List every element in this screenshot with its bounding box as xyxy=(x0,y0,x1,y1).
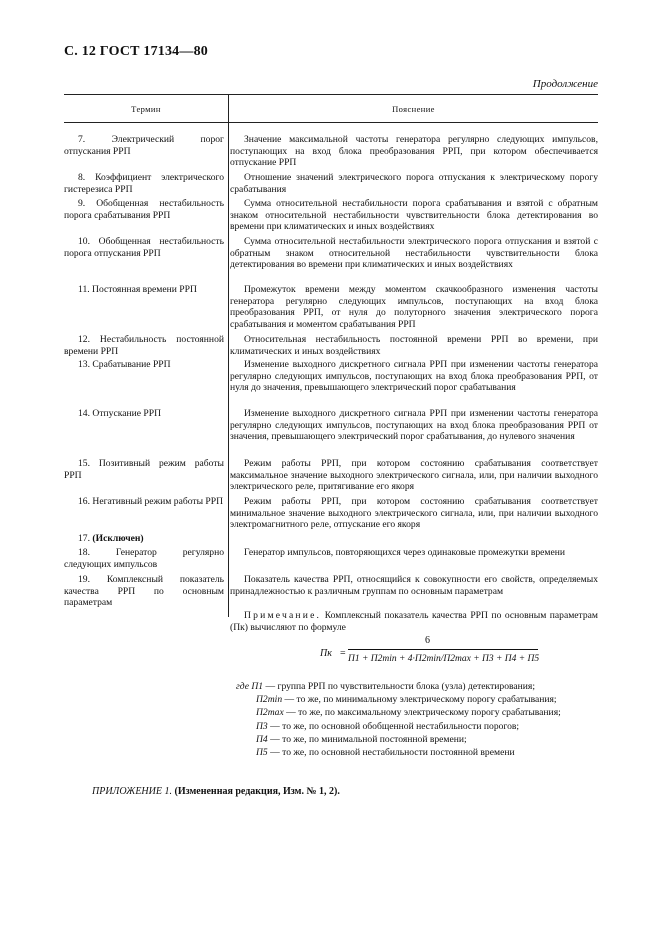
legend-item xyxy=(256,734,467,746)
term-cell: 11. Постоянная времени РРП xyxy=(78,284,197,295)
excluded-label: (Исключен) xyxy=(92,533,144,544)
legend-text: — то же, по основной нестабильности постоянной времени xyxy=(270,747,515,758)
legend-item xyxy=(236,681,535,693)
column-divider xyxy=(228,121,229,617)
formula xyxy=(320,636,600,674)
legend-text: — то же, по минимальной постоянной времени; xyxy=(270,734,467,745)
appendix-label: ПРИЛОЖЕНИЕ 1. xyxy=(92,786,172,797)
footer-note xyxy=(92,786,340,797)
legend-item xyxy=(256,747,515,759)
explanation-cell: Изменение выходного дискретного сигнала РРП при изменении частоты генератора регулярно следующих импульсов, поступающих на вход блока преобразования РРП, от нуля до значения, превышающего электрический порог срабатывания xyxy=(230,359,598,394)
legend-text: — группа РРП по чувствительности блока (узла) детектирования; xyxy=(265,681,536,692)
term-cell: 18. Генератор регулярно следующих импульсов xyxy=(64,547,224,570)
column-header-explanation: Пояснение xyxy=(392,104,435,114)
fraction-bar xyxy=(348,649,538,650)
term-cell: 9. Обобщенная нестабильность порога срабатывания РРП xyxy=(64,198,224,221)
legend-text: — то же, по максимальному электрическому порогу срабатывания; xyxy=(286,707,561,718)
term-cell: 7. Электрический порог отпускания РРП xyxy=(64,134,224,157)
note-label: Примечание. xyxy=(244,610,322,621)
explanation-cell: Промежуток времени между моментом скачкообразного изменения частоты генератора регулярно следующих импульсов, поступающих на вход блока преобразования РРП, от нуля до полуторного значения электрического порога срабатывания и моментом срабатывания РРП xyxy=(230,284,598,330)
explanation-cell: Показатель качества РРП, относящийся к совокупности его свойств, определяемых принадлежностью к различным группам по основным параметрам xyxy=(230,574,598,597)
note-text: Комплексный показатель качества РРП по основным параметрам (Пк) вычисляют по формуле xyxy=(230,610,598,633)
column-header-term: Термин xyxy=(131,104,161,114)
explanation-cell: Значение максимальной частоты генератора регулярно следующих импульсов, поступающих на вход блока преобразования РРП, при котором обеспечивается отпускание РРП xyxy=(230,134,598,169)
term-cell: 12. Нестабильность постоянной времени РРП xyxy=(64,334,224,357)
legend-symbol: П5 xyxy=(256,747,268,758)
legend-symbol: П3 xyxy=(256,721,268,732)
explanation-cell: Сумма относительной нестабильности порога срабатывания и взятой с обратным знаком относительной нестабильности чувствительности блока детектирования во времени при климатических и иных воздействиях xyxy=(230,198,598,233)
term-cell: 14. Отпускание РРП xyxy=(78,408,161,419)
legend-item xyxy=(256,694,557,706)
explanation-cell: Режим работы РРП, при котором состоянию срабатывания соответствует минимальное значение выходного электрического сигнала, или, при наличии выходного электромагнитного реле, отпускание его якоря xyxy=(230,496,598,531)
formula-denominator: П1 + П2min + 4·П2min/П2max + П3 + П4 + П5 xyxy=(348,654,540,664)
legend-item xyxy=(256,721,519,733)
term-cell: 19. Комплексный показатель качества РРП по основным параметрам xyxy=(64,574,224,609)
note-paragraph xyxy=(230,610,598,633)
legend-symbol: П2max xyxy=(256,707,284,718)
explanation-cell: Режим работы РРП, при котором состоянию срабатывания соответствует максимальное значение выходного электрического сигнала, или, при наличии выходного электрического реле, притягивание его якоря xyxy=(230,458,598,493)
legend-symbol: П4 xyxy=(256,734,268,745)
legend-text: — то же, по основной обобщенной нестабильности порогов; xyxy=(270,721,520,732)
revision-text: (Измененная редакция, Изм. № 1, 2). xyxy=(174,786,340,797)
page-header: С. 12 ГОСТ 17134—80 xyxy=(64,44,208,59)
legend-symbol: П2min xyxy=(256,694,283,705)
term-number: 17. xyxy=(78,533,90,544)
legend-text: — то же, по минимальному электрическому порогу срабатывания; xyxy=(284,694,557,705)
term-cell xyxy=(64,533,224,545)
formula-numerator: 6 xyxy=(425,635,430,646)
continuation-label: Продолжение xyxy=(532,78,598,90)
formula-lhs: Пк xyxy=(320,648,332,659)
explanation-cell: Изменение выходного дискретного сигнала РРП при изменении частоты генератора регулярно следующих импульсов, поступающих на вход блока преобразования РРП от значения, превышающего электрический порог срабатывания, до нулевого значения xyxy=(230,408,598,443)
explanation-cell: Относительная нестабильность постоянной времени РРП во времени, при климатических и иных воздействиях xyxy=(230,334,598,357)
explanation-cell: Отношение значений электрического порога отпускания к электрическому порогу срабатывания xyxy=(230,172,598,195)
term-cell: 13. Срабатывание РРП xyxy=(78,359,171,370)
explanation-cell: Генератор импульсов, повторяющихся через одинаковые промежутки времени xyxy=(244,547,566,558)
term-cell: 15. Позитивный режим работы РРП xyxy=(64,458,224,481)
term-cell: 16. Негативный режим работы РРП xyxy=(78,496,224,507)
explanation-cell: Сумма относительной нестабильности электрического порога отпускания и взятой с обратным знаком относительной нестабильности чувствительности блока детектирования во времени при климатических и иных воздействиях xyxy=(230,236,598,271)
legend-symbol: где П1 xyxy=(236,681,264,692)
term-cell: 10. Обобщенная нестабильность порога отпускания РРП xyxy=(64,236,224,259)
table-header xyxy=(64,94,598,123)
formula-equals: = xyxy=(340,648,346,659)
term-cell: 8. Коэффициент электрического гистерезиса РРП xyxy=(64,172,224,195)
legend-item xyxy=(256,707,561,719)
